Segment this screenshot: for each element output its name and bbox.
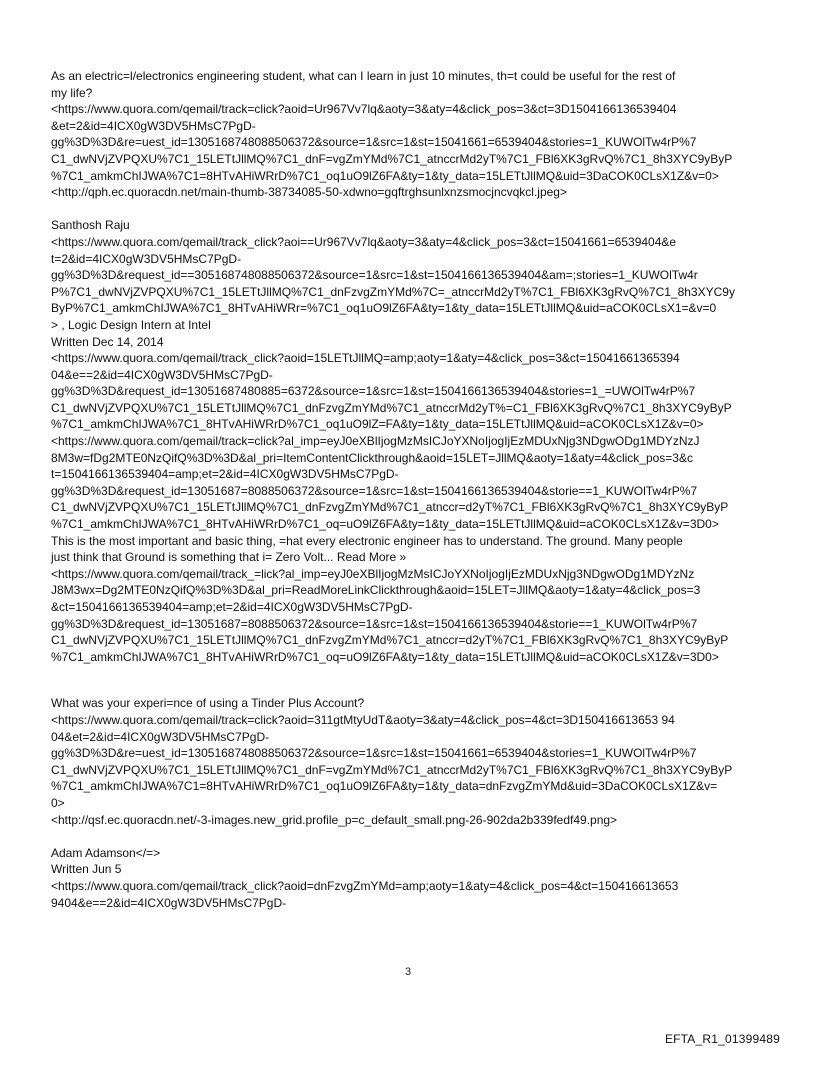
text-line: P%7C1_dwNVjZVPQXU%7C1_15LETtJllMQ%7C1_dnFzvgZmYMd%7C=_atnccrMd2yT%7C1_FBl6XK3gRvQ%7C1_8h3XYC9y <box>51 284 735 299</box>
question-link-block <box>51 101 771 201</box>
author-name: Adam Adamson</=> <box>51 845 161 860</box>
section-2 <box>51 695 771 911</box>
text-line: C1_dwNVjZVPQXU%7C1_15LETtJllMQ%7C1_dnF=vgZmYMd%7C1_atnccrMd2yT%7C1_FBl6XK3gRvQ%7C1_8h3XYC9yByP <box>51 762 733 777</box>
spacer <box>51 201 771 218</box>
text-line: 04&et=2&id=4ICX0gW3DV5HMsC7PgD- <box>51 729 270 744</box>
link-line: %7C1_amkmChIJWA%7C1=8HTvAHiWRrD%7C1_oq1uO9lZ6FA&ty=1&ty_data=15LETtJllMQ&uid=3DaCOK0CLsX1Z&v=0> <box>51 168 719 183</box>
link-line: C1_dwNVjZVPQXU%7C1_15LETtJllMQ%7C1_dnF=vgZmYMd%7C1_atnccrMd2yT%7C1_FBl6XK3gRvQ%7C1_8h3XYC9yByP <box>51 151 733 166</box>
text-line: &ct=1504166136539404=amp;et=2&id=4ICX0gW3DV5HMsC7PgD- <box>51 600 413 614</box>
spacer <box>51 665 771 695</box>
text-line: As an electric=l/electronics engineering student, what can I learn in just 10 minutes, th=t could be useful for the rest of <box>51 69 676 83</box>
text-line: <https://www.quora.com/qemail/track_click?aoi==Ur967Vv7lq&aoty=3&aty=4&click_pos=3&ct=15041661=6539404&e <box>51 234 677 249</box>
author-credential: > , Logic Design Intern at Intel <box>51 317 211 332</box>
text-line: C1_dwNVjZVPQXU%7C1_15LETtJllMQ%7C1_dnFzvgZmYMd%7C1_atnccrMd2yT%=C1_FBl6XK3gRvQ%7C1_8h3XYC9yByP <box>51 400 732 415</box>
text-line: gg%3D%3D&re=uest_id=1305168748088506372&source=1&src=1&st=15041661=6539404&stories=1_KUWOlTw4rP%7 <box>51 746 697 761</box>
document-id: EFTA_R1_01399489 <box>664 1032 780 1046</box>
text-line: %7C1_amkmChIJWA%7C1_8HTvAHiWRrD%7C1_oq=uO9lZ6FA&ty=1&ty_data=15LETtJllMQ&uid=aCOK0CLsX1Z&v=3D0> <box>51 649 719 664</box>
text-line: %7C1_amkmChIJWA%7C1_8HTvAHiWRrD%7C1_oq=uO9lZ6FA&ty=1&ty_data=15LETtJllMQ&uid=aCOK0CLsX1Z&v=3D0> <box>51 517 719 532</box>
text-line: ByP%7C1_amkmChIJWA%7C1_8HTvAHiWRr=%7C1_oq1uO9lZ6FA&ty=1&ty_data=15LETtJllMQ&uid=aCOK0CLsX1=&v=0 <box>51 301 717 316</box>
text-line: t=2&id=4ICX0gW3DV5HMsC7PgD- <box>51 251 242 266</box>
question-block <box>51 695 771 828</box>
spacer <box>51 828 771 845</box>
link-line: <https://www.quora.com/qemail/track=click?aoid=Ur967Vv7lq&aoty=3&aty=4&click_pos=3&ct=3D1504166136539404 <box>51 102 677 117</box>
text-line: 04&e==2&id=4ICX0gW3DV5HMsC7PgD- <box>51 367 273 382</box>
image-link-line: <http://qsf.ec.quoracdn.net/-3-images.new_grid.profile_p=c_default_small.png-26-902da2b339fedf49.png> <box>51 812 618 827</box>
link-line: gg%3D%3D&re=uest_id=1305168748088506372&source=1&src=1&st=15041661=6539404&stories=1_KUWOlTw4rP%7 <box>51 135 697 150</box>
text-line: %7C1_amkmChIJWA%7C1=8HTvAHiWRrD%7C1_oq1uO9lZ6FA&ty=1&ty_data=dnFzvgZmYMd&uid=3DaCOK0CLsX1Z&v= <box>51 779 718 794</box>
text-line: C1_dwNVjZVPQXU%7C1_15LETtJllMQ%7C1_dnFzvgZmYMd%7C1_atnccr=d2yT%7C1_FBl6XK3gRvQ%7C1_8h3XYC9yByP <box>51 500 729 515</box>
question-title: What was your experi=nce of using a Tinder Plus Account? <box>51 696 365 711</box>
document-body <box>51 68 771 911</box>
text-line: C1_dwNVjZVPQXU%7C1_15LETtJllMQ%7C1_dnFzvgZmYMd%7C1_atnccr=d2yT%7C1_FBl6XK3gRvQ%7C1_8h3XYC9yByP <box>51 633 729 648</box>
text-line: gg%3D%3D&request_id==305168748088506372&source=1&src=1&st=1504166136539404&am=;stories=1_KUWOlTw4r <box>51 268 698 283</box>
answer-snippet: just think that Ground is something that i= Zero Volt... Read More » <box>51 550 407 565</box>
text-line: <https://www.quora.com/qemail/track=click?aoid=311gtMtyUdT&aoty=3&aty=4&click_pos=4&ct=3D150416613653 94 <box>51 712 675 727</box>
question-title <box>51 68 771 101</box>
answer-block <box>51 217 771 665</box>
text-line: J8M3wx=Dg2MTE0NzQifQ%3D%3D&al_pri=ReadMoreLinkClickthrough&aoid=15LET=JllMQ&aoty=1&aty=4&click_pos=3 <box>51 583 701 598</box>
text-line: gg%3D%3D&request_id=13051687=8088506372&source=1&src=1&st=1504166136539404&storie==1_KUWOlTw4rP%7 <box>51 483 698 498</box>
answer-block <box>51 845 771 911</box>
text-line: gg%3D%3D&request_id=13051687=8088506372&source=1&src=1&st=1504166136539404&storie==1_KUWOlTw4rP%7 <box>51 616 698 631</box>
section-1 <box>51 68 771 665</box>
text-line: <https://www.quora.com/qemail/track_=lick?al_imp=eyJ0eXBlIjogMzMsICJoYXNoIjogIjEzMDUxNjg3NDgwODg1MDYzNz <box>51 566 695 581</box>
text-line: <https://www.quora.com/qemail/track_click?aoid=15LETtJllMQ=amp;aoty=1&aty=4&click_pos=3&ct=15041661365394 <box>51 351 680 366</box>
text-line: <https://www.quora.com/qemail/track=click?al_imp=eyJ0eXBlIjogMzMsICJoYXNoIjogIjEzMDUxNjg3NDgwODg1MDYzNzJ <box>51 434 700 449</box>
written-date: Written Dec 14, 2014 <box>51 334 164 349</box>
page-number: 3 <box>404 966 412 978</box>
author-name: Santhosh Raju <box>51 218 130 233</box>
text-line: gg%3D%3D&request_id=13051687480885=6372&source=1&src=1&st=1504166136539404&stories=1_=UWOlTw4rP%7 <box>51 384 696 399</box>
text-line: <https://www.quora.com/qemail/track_click?aoid=dnFzvgZmYMd=amp;aoty=1&aty=4&click_pos=4&ct=150416613653 <box>51 878 679 893</box>
answer-snippet: This is the most important and basic thing, =hat every electronic engineer has to understand. The ground. Many people <box>51 533 683 548</box>
image-link-line: <http://qph.ec.quoracdn.net/main-thumb-38734085-50-xdwno=gqftrghsunlxnzsmocjncvqkcl.jpeg> <box>51 185 567 200</box>
text-line: my life? <box>51 85 93 100</box>
link-line: &et=2&id=4ICX0gW3DV5HMsC7PgD- <box>51 118 256 133</box>
text-line: 9404&e==2&id=4ICX0gW3DV5HMsC7PgD- <box>51 895 287 910</box>
text-line: 0> <box>51 795 65 810</box>
text-line: t=1504166136539404=amp;et=2&id=4ICX0gW3DV5HMsC7PgD- <box>51 467 399 482</box>
text-line: %7C1_amkmChIJWA%7C1_8HTvAHiWRrD%7C1_oq1uO9lZ=FA&ty=1&ty_data=15LETtJllMQ&uid=aCOK0CLsX1Z&v=0> <box>51 417 704 432</box>
written-date: Written Jun 5 <box>51 862 122 877</box>
text-line: 8M3w=fDg2MTE0NzQifQ%3D%3D&al_pri=ItemContentClickthrough&aoid=15LET=JllMQ&aoty=1&aty=4&click_pos=3&c <box>51 450 693 465</box>
